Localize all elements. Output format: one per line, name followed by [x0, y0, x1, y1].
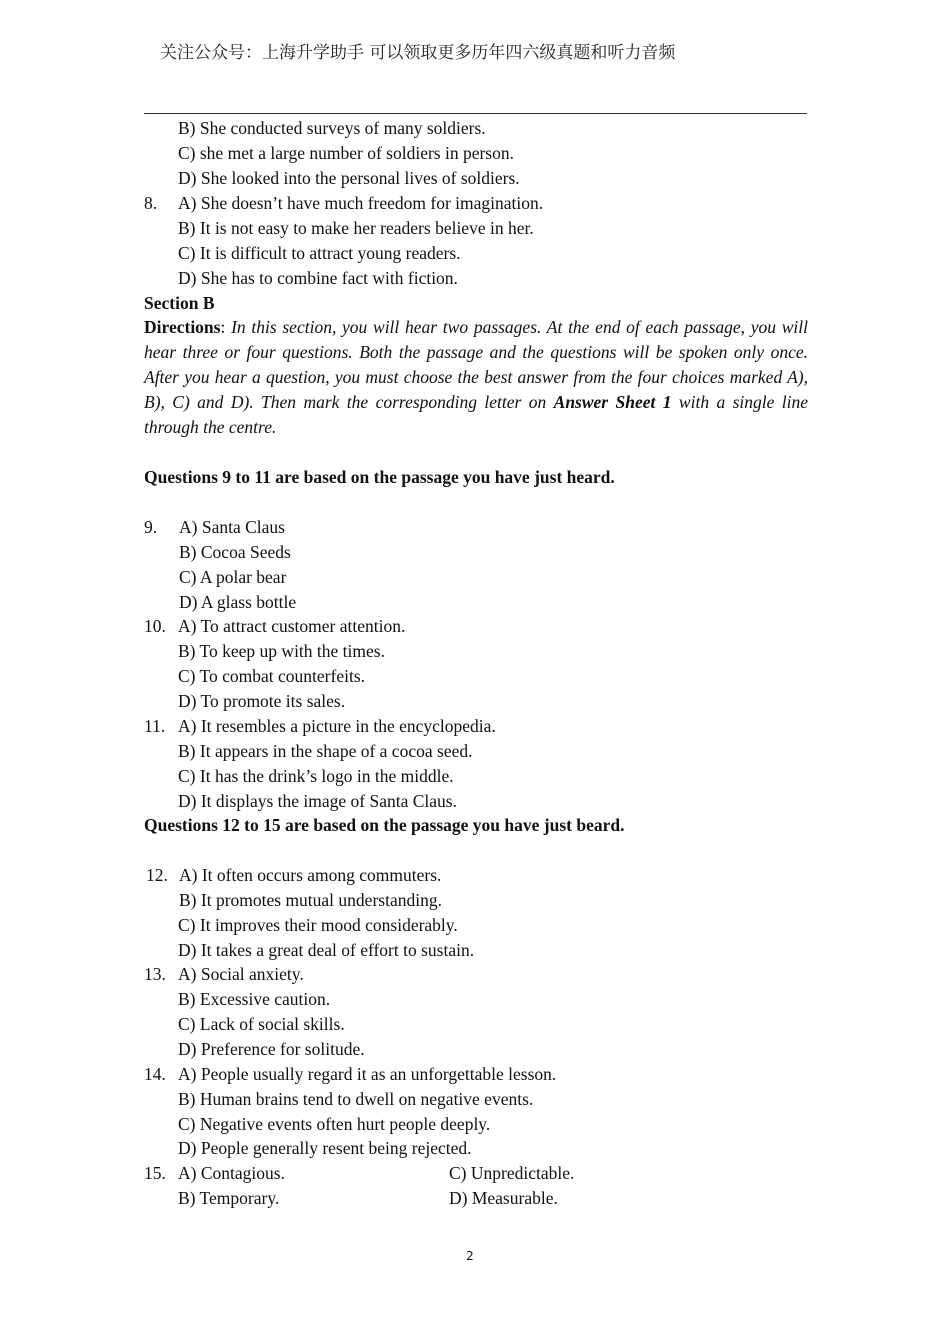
- directions-tail: with a single line through the centre.: [144, 392, 809, 437]
- q8-option-b: B) It is not easy to make her readers believe in her.: [178, 218, 534, 238]
- q9-number: 9.: [144, 517, 158, 537]
- answer-sheet-label: Answer Sheet 1: [553, 392, 672, 412]
- q7-option-d: D) She looked into the personal lives of soldiers.: [178, 168, 520, 188]
- q10-option-a: A) To attract customer attention.: [178, 616, 406, 636]
- q11-option-d: D) It displays the image of Santa Claus.: [178, 791, 457, 811]
- page-header: 关注公众号：上海升学助手 可以领取更多历年四六级真题和听力音频: [160, 43, 676, 63]
- q15-number: 15.: [144, 1163, 166, 1183]
- q13-option-c: C) Lack of social skills.: [178, 1014, 345, 1034]
- q8-option-d: D) She has to combine fact with fiction.: [178, 268, 458, 288]
- q13-option-d: D) Preference for solitude.: [178, 1039, 365, 1059]
- page-number: 2: [466, 1249, 474, 1263]
- directions-label: Directions: [144, 317, 221, 337]
- q10-option-d: D) To promote its sales.: [178, 691, 346, 711]
- header-divider: [144, 113, 807, 114]
- q15-option-d: D) Measurable.: [449, 1188, 558, 1208]
- group2-heading: Questions 12 to 15 are based on the passage you have just beard.: [144, 815, 625, 835]
- q9-option-b: B) Cocoa Seeds: [179, 542, 291, 562]
- q11-option-a: A) It resembles a picture in the encyclopedia.: [178, 716, 496, 736]
- q10-option-c: C) To combat counterfeits.: [178, 666, 366, 686]
- q7-option-b: B) She conducted surveys of many soldiers.: [178, 118, 486, 138]
- q14-option-b: B) Human brains tend to dwell on negative events.: [178, 1089, 534, 1109]
- q12-option-d: D) It takes a great deal of effort to sustain.: [178, 940, 475, 960]
- q14-number: 14.: [144, 1064, 166, 1084]
- section-b-title: Section B: [144, 293, 215, 313]
- q10-number: 10.: [144, 616, 166, 636]
- q15-option-a: A) Contagious.: [178, 1163, 285, 1183]
- q9-option-a: A) Santa Claus: [179, 517, 285, 537]
- q14-option-d: D) People generally resent being rejected.: [178, 1138, 472, 1158]
- q13-number: 13.: [144, 964, 166, 984]
- q8-option-a: A) She doesn’t have much freedom for imagination.: [178, 193, 544, 213]
- q10-option-b: B) To keep up with the times.: [178, 641, 385, 661]
- q14-option-c: C) Negative events often hurt people deeply.: [178, 1114, 491, 1134]
- q12-number: 12.: [146, 865, 168, 885]
- q11-number: 11.: [144, 716, 166, 736]
- q12-option-a: A) It often occurs among commuters.: [179, 865, 442, 885]
- group1-heading: Questions 9 to 11 are based on the passage you have just heard.: [144, 467, 615, 487]
- q7-option-c: C) she met a large number of soldiers in person.: [178, 143, 514, 163]
- directions: Directions: In this section, you will hear two passages. At the end of each passage, you will hear three or four questions. Both the passage and the questions will be spoken only once. After you hear a question, you must choose the best answer from the four choices marked A), B), C) and D). Then mark the corresponding letter on Answer Sheet 1 with a single line through the centre.: [144, 317, 809, 437]
- q14-option-a: A) People usually regard it as an unforgettable lesson.: [178, 1064, 557, 1084]
- q12-option-c: C) It improves their mood considerably.: [178, 915, 458, 935]
- q8-option-c: C) It is difficult to attract young readers.: [178, 243, 461, 263]
- q13-option-b: B) Excessive caution.: [178, 989, 331, 1009]
- q8-number: 8.: [144, 193, 158, 213]
- q15-option-c: C) Unpredictable.: [449, 1163, 575, 1183]
- q12-option-b: B) It promotes mutual understanding.: [179, 890, 442, 910]
- q15-option-b: B) Temporary.: [178, 1188, 280, 1208]
- q9-option-c: C) A polar bear: [179, 567, 287, 587]
- q11-option-c: C) It has the drink’s logo in the middle.: [178, 766, 454, 786]
- directions-text: In this section, you will hear two passages. At the end of each passage, you will hear three or four questions. Both the passage and the questions will be spoken only once. After you hear a question, you must choose the best answer from the four choices marked A), B), C) and D). Then mark the corresponding letter on: [144, 317, 808, 412]
- q11-option-b: B) It appears in the shape of a cocoa seed.: [178, 741, 473, 761]
- q9-option-d: D) A glass bottle: [179, 592, 297, 612]
- q13-option-a: A) Social anxiety.: [178, 964, 304, 984]
